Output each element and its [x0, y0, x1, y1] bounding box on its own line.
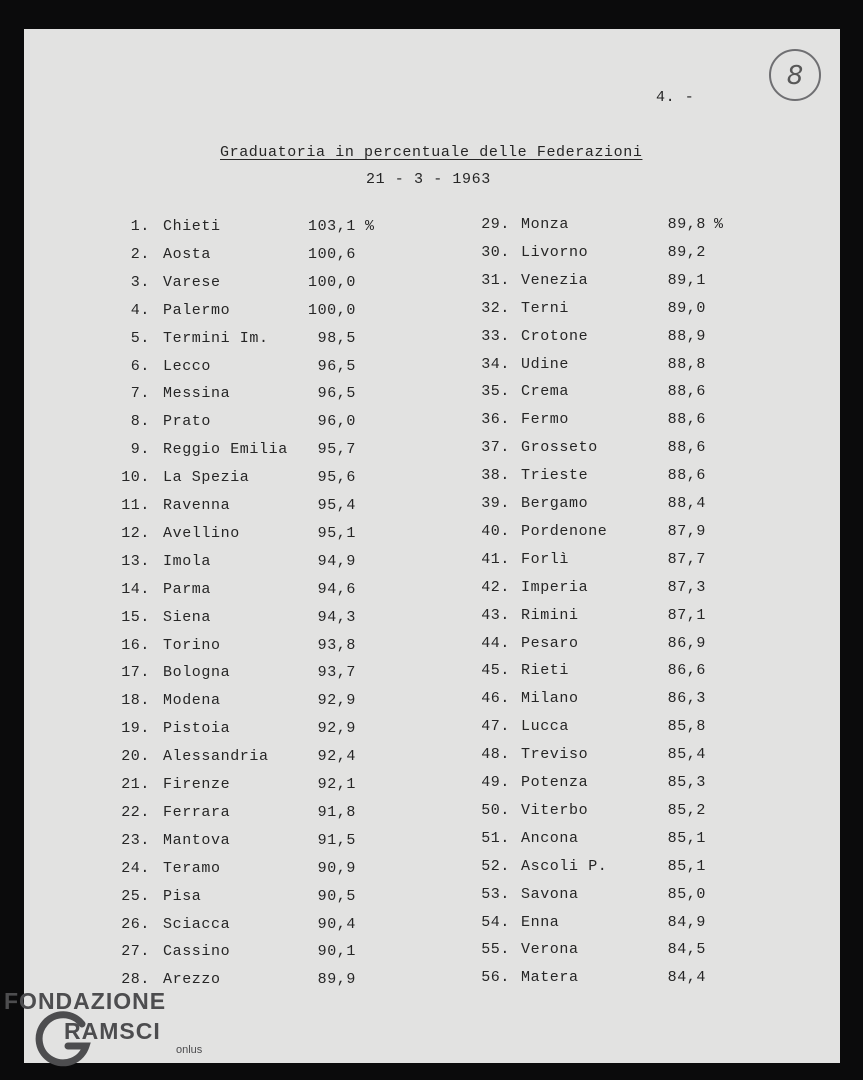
ranking-position: 24.: [121, 859, 150, 877]
percentage-value: 84,9: [667, 913, 706, 931]
percentage-value: 93,7: [317, 664, 356, 682]
percentage-value: 89,0: [667, 299, 706, 317]
percentage-value: 94,6: [317, 580, 356, 598]
federation-name: Terni: [521, 299, 570, 317]
ranking-position: 33.: [481, 327, 510, 345]
ranking-position: 7.: [130, 385, 150, 403]
ranking-position: 31.: [481, 271, 510, 289]
federation-name: Chieti: [163, 218, 221, 235]
ranking-position: 34.: [481, 355, 510, 373]
federation-name: Potenza: [521, 774, 589, 791]
ranking-position: 46.: [481, 690, 510, 708]
percentage-value: 84,4: [667, 969, 706, 987]
ranking-position: 28.: [121, 971, 150, 989]
percentage-value: 85,3: [667, 774, 706, 791]
ranking-position: 13.: [121, 552, 150, 570]
ranking-position: 17.: [121, 664, 150, 682]
federation-name: Fermo: [521, 411, 570, 429]
federation-name: Ravenna: [163, 497, 231, 514]
ranking-position: 53.: [481, 885, 510, 903]
percentage-value: 94,9: [317, 552, 356, 570]
federation-name: Livorno: [521, 243, 589, 261]
watermark-line-2: RAMSCI: [64, 1018, 161, 1044]
percentage-value: 87,7: [667, 550, 706, 568]
federation-name: Monza: [521, 216, 570, 233]
federation-name: Rimini: [521, 606, 579, 624]
federation-name: Prato: [163, 413, 212, 431]
ranking-position: 32.: [481, 299, 510, 317]
federation-name: Reggio Emilia: [163, 441, 288, 459]
percentage-value: 90,1: [317, 943, 356, 961]
federation-name: Milano: [521, 690, 579, 708]
percentage-value: 100,6: [307, 245, 356, 263]
ranking-position: 18.: [121, 692, 150, 710]
percentage-value: 91,8: [317, 803, 356, 821]
percentage-value: 92,4: [317, 748, 356, 766]
federation-name: Alessandria: [163, 748, 269, 766]
federation-name: Verona: [521, 941, 579, 959]
percentage-value: 95,4: [317, 497, 356, 514]
federation-name: Siena: [163, 608, 212, 626]
percent-sign: %: [365, 218, 375, 235]
percentage-value: 96,5: [317, 385, 356, 403]
percentage-value: 93,8: [317, 636, 356, 654]
ranking-position: 36.: [481, 411, 510, 429]
document-title: Graduatoria in percentuale delle Federazioni: [220, 144, 643, 161]
federation-name: Parma: [163, 580, 212, 598]
percentage-value: 89,1: [667, 271, 706, 289]
percentage-value: 90,4: [317, 915, 356, 933]
percentage-value: 103,1: [307, 218, 356, 235]
federation-name: Mantova: [163, 831, 231, 849]
percentage-value: 86,6: [667, 662, 706, 680]
federation-name: Imola: [163, 552, 212, 570]
ranking-position: 39.: [481, 495, 510, 512]
federation-name: Bologna: [163, 664, 231, 682]
ranking-position: 21.: [121, 776, 150, 793]
federation-name: Udine: [521, 355, 570, 373]
handwritten-page-mark: 8: [769, 49, 821, 101]
percentage-value: 88,6: [667, 383, 706, 401]
ranking-position: 52.: [481, 857, 510, 875]
ranking-position: 47.: [481, 718, 510, 736]
federation-name: Aosta: [163, 245, 212, 263]
percentage-value: 92,1: [317, 776, 356, 793]
ranking-position: 30.: [481, 243, 510, 261]
ranking-position: 19.: [121, 720, 150, 738]
page-number: 4. -: [656, 89, 695, 106]
federation-name: Enna: [521, 913, 560, 931]
percentage-value: 88,6: [667, 467, 706, 485]
ranking-position: 25.: [121, 887, 150, 905]
ranking-position: 9.: [130, 441, 150, 459]
watermark-line-1: FONDAZIONE: [4, 988, 167, 1014]
percentage-value: 85,0: [667, 885, 706, 903]
ranking-position: 22.: [121, 803, 150, 821]
ranking-position: 6.: [130, 357, 150, 375]
federation-name: Forlì: [521, 550, 570, 568]
ranking-position: 48.: [481, 746, 510, 764]
ranking-position: 8.: [130, 413, 150, 431]
federation-name: Firenze: [163, 776, 231, 793]
ranking-position: 55.: [481, 941, 510, 959]
percentage-value: 88,6: [667, 411, 706, 429]
federation-name: Sciacca: [163, 915, 231, 933]
federation-name: Trieste: [521, 467, 589, 485]
percentage-value: 85,1: [667, 857, 706, 875]
ranking-position: 45.: [481, 662, 510, 680]
federation-name: Teramo: [163, 859, 221, 877]
federation-name: Modena: [163, 692, 221, 710]
percentage-value: 96,5: [317, 357, 356, 375]
percentage-value: 94,3: [317, 608, 356, 626]
percent-sign: %: [714, 216, 724, 233]
federation-name: Imperia: [521, 578, 589, 596]
federation-name: Varese: [163, 273, 221, 291]
federation-name: Ascoli P.: [521, 857, 608, 875]
federation-name: Savona: [521, 885, 579, 903]
percentage-value: 90,5: [317, 887, 356, 905]
ranking-position: 10.: [121, 469, 150, 487]
percentage-value: 85,2: [667, 801, 706, 819]
watermark-line-3: onlus: [176, 1044, 203, 1056]
document-date: 21 - 3 - 1963: [366, 171, 491, 188]
ranking-position: 41.: [481, 550, 510, 568]
percentage-value: 100,0: [307, 301, 356, 319]
percentage-value: 95,7: [317, 441, 356, 459]
ranking-position: 12.: [121, 524, 150, 542]
ranking-position: 14.: [121, 580, 150, 598]
ranking-position: 35.: [481, 383, 510, 401]
ranking-position: 20.: [121, 748, 150, 766]
federation-name: Grosseto: [521, 439, 598, 457]
federation-name: Crotone: [521, 327, 589, 345]
federation-name: Pistoia: [163, 720, 231, 738]
fondazione-gramsci-watermark: [4, 986, 219, 1076]
percentage-value: 84,5: [667, 941, 706, 959]
ranking-position: 44.: [481, 634, 510, 652]
federation-name: Venezia: [521, 271, 589, 289]
federation-name: Pordenone: [521, 522, 608, 540]
percentage-value: 95,1: [317, 524, 356, 542]
federation-name: Pesaro: [521, 634, 579, 652]
percentage-value: 89,2: [667, 243, 706, 261]
federation-name: Viterbo: [521, 801, 589, 819]
ranking-position: 3.: [130, 273, 150, 291]
percentage-value: 91,5: [317, 831, 356, 849]
ranking-position: 2.: [130, 245, 150, 263]
percentage-value: 87,3: [667, 578, 706, 596]
federation-name: Crema: [521, 383, 570, 401]
ranking-position: 49.: [481, 774, 510, 791]
federation-name: Messina: [163, 385, 231, 403]
federation-name: Cassino: [163, 943, 231, 961]
percentage-value: 89,8: [667, 216, 706, 233]
percentage-value: 85,1: [667, 829, 706, 847]
ranking-position: 54.: [481, 913, 510, 931]
federation-name: Palermo: [163, 301, 231, 319]
federation-name: La Spezia: [163, 469, 250, 487]
federation-name: Rieti: [521, 662, 570, 680]
percentage-value: 100,0: [307, 273, 356, 291]
ranking-position: 50.: [481, 801, 510, 819]
percentage-value: 90,9: [317, 859, 356, 877]
ranking-position: 42.: [481, 578, 510, 596]
federation-name: Ancona: [521, 829, 579, 847]
ranking-position: 37.: [481, 439, 510, 457]
ranking-position: 27.: [121, 943, 150, 961]
federation-name: Pisa: [163, 887, 202, 905]
percentage-value: 88,8: [667, 355, 706, 373]
ranking-position: 56.: [481, 969, 510, 987]
federation-name: Matera: [521, 969, 579, 987]
percentage-value: 87,9: [667, 522, 706, 540]
percentage-value: 92,9: [317, 720, 356, 738]
ranking-position: 43.: [481, 606, 510, 624]
percentage-value: 87,1: [667, 606, 706, 624]
ranking-position: 4.: [130, 301, 150, 319]
federation-name: Avellino: [163, 524, 240, 542]
ranking-position: 38.: [481, 467, 510, 485]
ranking-position: 26.: [121, 915, 150, 933]
percentage-value: 86,9: [667, 634, 706, 652]
percentage-value: 98,5: [317, 329, 356, 347]
percentage-value: 85,4: [667, 746, 706, 764]
document-page: [24, 29, 840, 1063]
ranking-position: 23.: [121, 831, 150, 849]
ranking-position: 5.: [130, 329, 150, 347]
ranking-position: 51.: [481, 829, 510, 847]
ranking-position: 29.: [481, 216, 510, 233]
percentage-value: 88,4: [667, 495, 706, 512]
federation-name: Torino: [163, 636, 221, 654]
federation-name: Lecco: [163, 357, 212, 375]
percentage-value: 89,9: [317, 971, 356, 989]
percentage-value: 96,0: [317, 413, 356, 431]
percentage-value: 88,9: [667, 327, 706, 345]
ranking-position: 40.: [481, 522, 510, 540]
federation-name: Bergamo: [521, 495, 589, 512]
percentage-value: 85,8: [667, 718, 706, 736]
ranking-position: 11.: [121, 497, 150, 514]
ranking-position: 1.: [130, 218, 150, 235]
percentage-value: 88,6: [667, 439, 706, 457]
percentage-value: 95,6: [317, 469, 356, 487]
federation-name: Arezzo: [163, 971, 221, 989]
percentage-value: 86,3: [667, 690, 706, 708]
percentage-value: 92,9: [317, 692, 356, 710]
federation-name: Ferrara: [163, 803, 231, 821]
federation-name: Treviso: [521, 746, 589, 764]
federation-name: Termini Im.: [163, 329, 269, 347]
ranking-position: 16.: [121, 636, 150, 654]
ranking-position: 15.: [121, 608, 150, 626]
federation-name: Lucca: [521, 718, 570, 736]
